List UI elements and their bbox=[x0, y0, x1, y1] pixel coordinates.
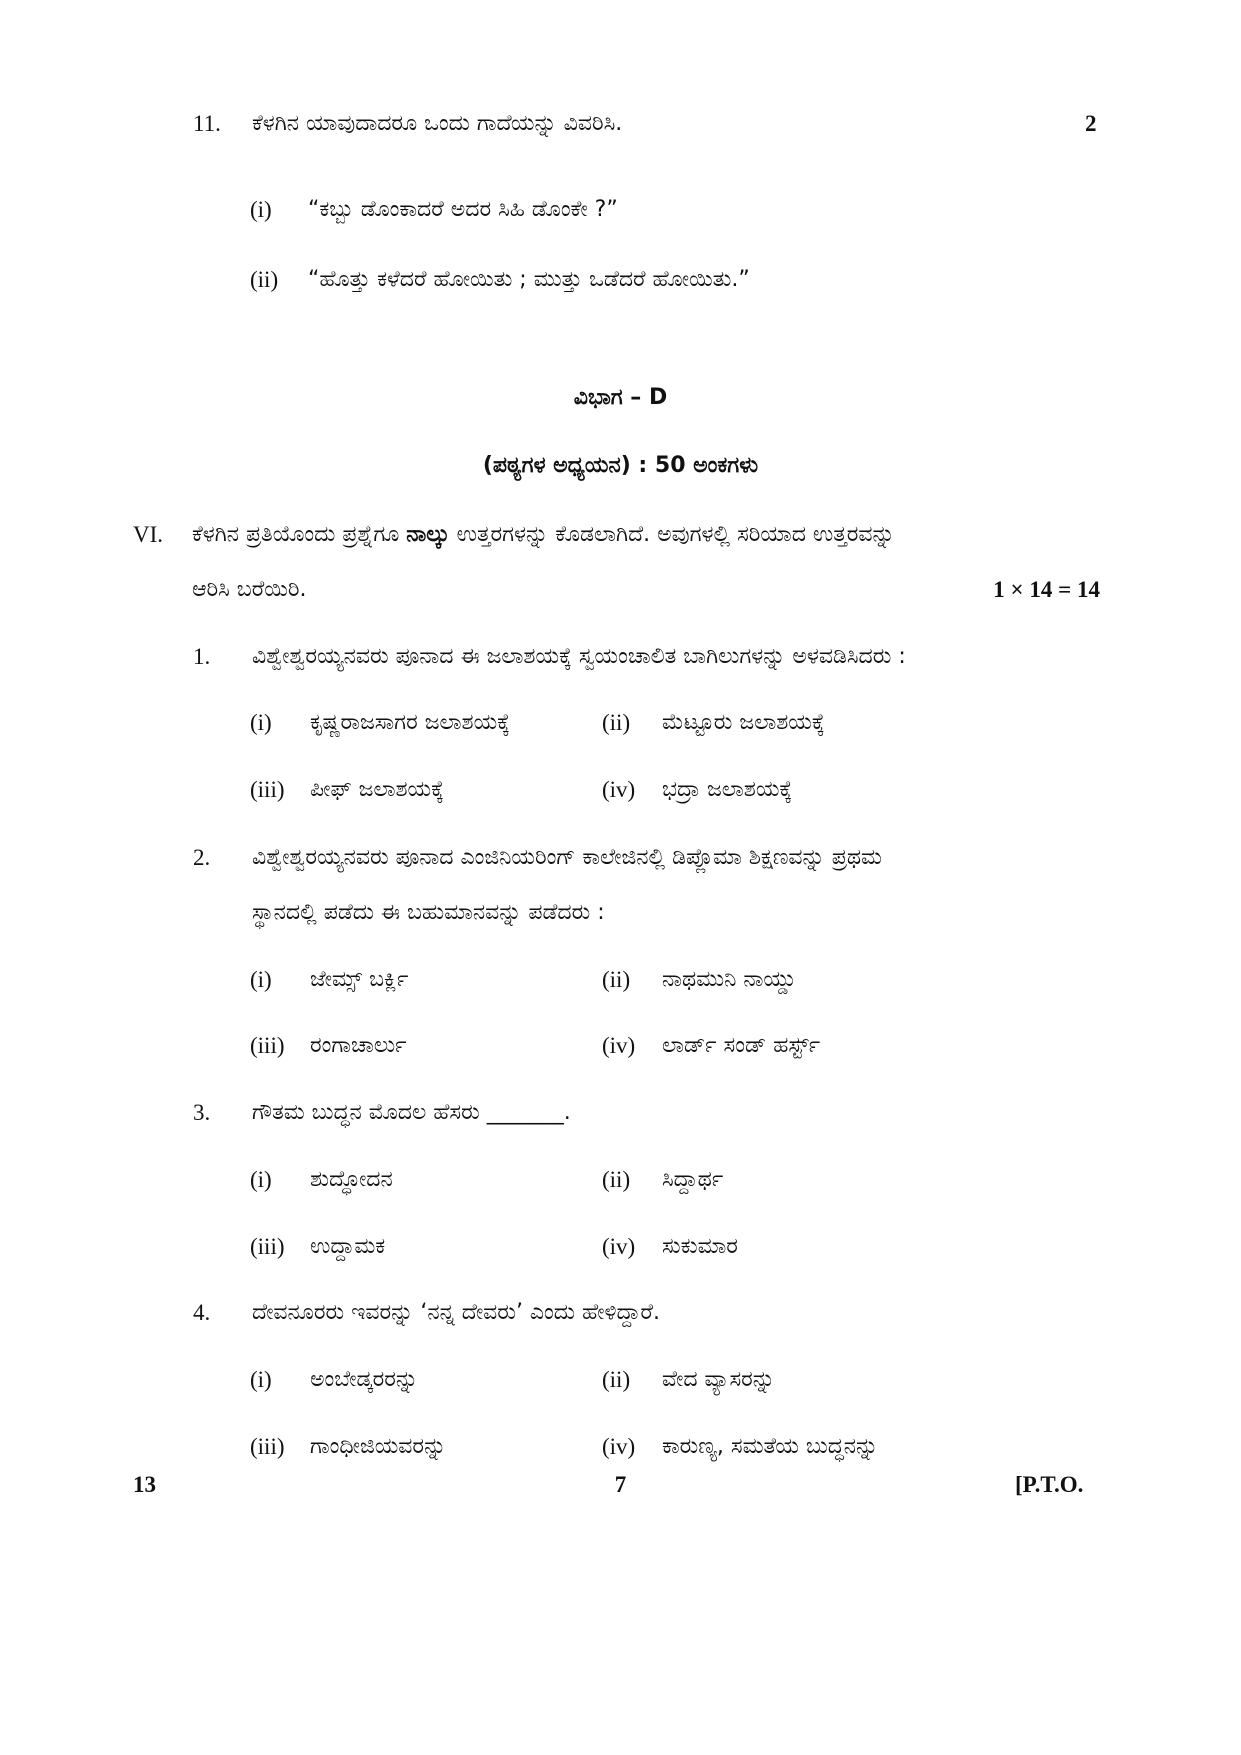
question-vi-instruction-line2: ಆರಿಸಿ ಬರೆಯಿರಿ. bbox=[192, 577, 307, 602]
option-label: (ii) bbox=[602, 1167, 631, 1192]
question-vi-instruction-line1: ಕೆಳಗಿನ ಪ್ರತಿಯೊಂದು ಪ್ರಶ್ನೆಗೂ ನಾಲ್ಕು ಉತ್ತರಗಳನ್ನು ಕೊಡಲಾಗಿದೆ. ಅವುಗಳಲ್ಲಿ ಸರಿಯಾದ ಉತ್ತರವನ್ನು bbox=[192, 522, 895, 547]
pto-label: [P.T.O. bbox=[1015, 1472, 1084, 1497]
option-label: (iv) bbox=[602, 1434, 636, 1459]
mcq-number: 3. bbox=[193, 1100, 211, 1125]
option-label: (i) bbox=[250, 1167, 272, 1192]
mcq-question-cont: ಸ್ಥಾನದಲ್ಲಿ ಪಡೆದು ಈ ಬಹುಮಾನವನ್ನು ಪಡೆದರು : bbox=[252, 900, 605, 925]
mcq-option: ಮೆಟ್ಟೂರು ಜಲಾಶಯಕ್ಕೆ bbox=[662, 710, 825, 735]
mcq-option: ಭದ್ರಾ ಜಲಾಶಯಕ್ಕೆ bbox=[662, 777, 793, 802]
question-11-marks: 2 bbox=[1085, 111, 1097, 136]
option-label: (i) bbox=[250, 967, 272, 992]
mcq-option: ಲಾರ್ಡ್ ಸಂಡ್ ಹರ್ಸ್ಟ್ bbox=[662, 1033, 821, 1058]
mcq-number: 1. bbox=[193, 644, 211, 669]
mcq-question: ದೇವನೂರರು ಇವರನ್ನು ‘ನನ್ನ ದೇವರು’ ಎಂದು ಹೇಳಿದ್ದಾರೆ. bbox=[252, 1300, 660, 1325]
section-title: ವಿಭಾಗ – D bbox=[573, 385, 668, 410]
question-11-text: ಕೆಳಗಿನ ಯಾವುದಾದರೂ ಒಂದು ಗಾದೆಯನ್ನು ವಿವರಿಸಿ. bbox=[252, 111, 623, 136]
mcq-number: 4. bbox=[193, 1300, 211, 1325]
option-label: (iv) bbox=[602, 777, 636, 802]
mcq-option: ಶುದ್ಧೋದನ bbox=[310, 1167, 393, 1192]
option-label: (iii) bbox=[250, 1434, 285, 1459]
mcq-option: ಜೇಮ್ಸ್ ಬರ್ಕ್ಲಿ bbox=[310, 967, 409, 992]
mcq-option: ಕಾರುಣ್ಯ, ಸಮತೆಯ ಬುದ್ಧನನ್ನು bbox=[662, 1434, 879, 1459]
question-11-number: 11. bbox=[193, 111, 221, 136]
mcq-option: ಉದ್ದಾಮಕ bbox=[310, 1234, 386, 1259]
mcq-option: ರಂಗಾಚಾರ್ಲು bbox=[310, 1033, 407, 1058]
mcq-option: ಕೃಷ್ಣರಾಜಸಾಗರ ಜಲಾಶಯಕ್ಕೆ bbox=[310, 710, 510, 735]
option-label: (ii) bbox=[602, 1367, 631, 1392]
section-subtitle: (ಪಠ್ಯಗಳ ಅಧ್ಯಯನ) : 50 ಅಂಕಗಳು bbox=[482, 453, 759, 478]
question-vi-number: VI. bbox=[133, 522, 164, 547]
page-number: 7 bbox=[614, 1472, 627, 1497]
option-label: (iii) bbox=[250, 777, 285, 802]
option-label: (iii) bbox=[250, 1234, 285, 1259]
mcq-option: ವೇದ ವ್ಯಾಸರನ್ನು bbox=[662, 1367, 775, 1392]
option-label: (ii) bbox=[250, 267, 279, 292]
mcq-question: ಗೌತಮ ಬುದ್ಧನ ಮೊದಲ ಹೆಸರು _______. bbox=[252, 1100, 571, 1125]
option-label: (i) bbox=[250, 197, 272, 222]
proverb-option: “ಹೊತ್ತು ಕಳೆದರೆ ಹೋಯಿತು ; ಮುತ್ತು ಒಡೆದರೆ ಹೋಯಿತು.” bbox=[308, 267, 750, 292]
mcq-option: ನಾಥಮುನಿ ನಾಯ್ಡು bbox=[662, 967, 797, 992]
option-label: (ii) bbox=[602, 967, 631, 992]
mcq-option: ಸಿದ್ದಾರ್ಥ bbox=[662, 1167, 724, 1192]
mcq-question: ವಿಶ್ವೇಶ್ವರಯ್ಯನವರು ಪೂನಾದ ಎಂಜಿನಿಯರಿಂಗ್ ಕಾಲೇಜಿನಲ್ಲಿ ಡಿಪ್ಲೊಮಾ ಶಿಕ್ಷಣವನ್ನು ಪ್ರಥಮ bbox=[252, 845, 882, 870]
mcq-number: 2. bbox=[193, 845, 211, 870]
option-label: (i) bbox=[250, 1367, 272, 1392]
mcq-option: ಗಾಂಧೀಜಿಯವರನ್ನು bbox=[310, 1434, 447, 1459]
mcq-question: ವಿಶ್ವೇಶ್ವರಯ್ಯನವರು ಪೂನಾದ ಈ ಜಲಾಶಯಕ್ಕೆ ಸ್ವಯಂಚಾಲಿತ ಬಾಗಿಲುಗಳನ್ನು ಅಳವಡಿಸಿದರು : bbox=[252, 644, 906, 669]
option-label: (iv) bbox=[602, 1033, 636, 1058]
footer-code: 13 bbox=[133, 1472, 156, 1497]
mcq-option: ಪೀಫ್ ಜಲಾಶಯಕ್ಕೆ bbox=[310, 777, 444, 802]
option-label: (ii) bbox=[602, 710, 631, 735]
option-label: (iii) bbox=[250, 1033, 285, 1058]
question-vi-marks: 1 × 14 = 14 bbox=[993, 577, 1100, 602]
mcq-option: ಅಂಬೇಡ್ಕರರನ್ನು bbox=[310, 1367, 419, 1392]
mcq-option: ಸುಕುಮಾರ bbox=[662, 1234, 738, 1259]
option-label: (i) bbox=[250, 710, 272, 735]
proverb-option: “ಕಬ್ಬು ಡೊಂಕಾದರೆ ಅದರ ಸಿಹಿ ಡೊಂಕೇ ?” bbox=[308, 197, 618, 222]
option-label: (iv) bbox=[602, 1234, 636, 1259]
